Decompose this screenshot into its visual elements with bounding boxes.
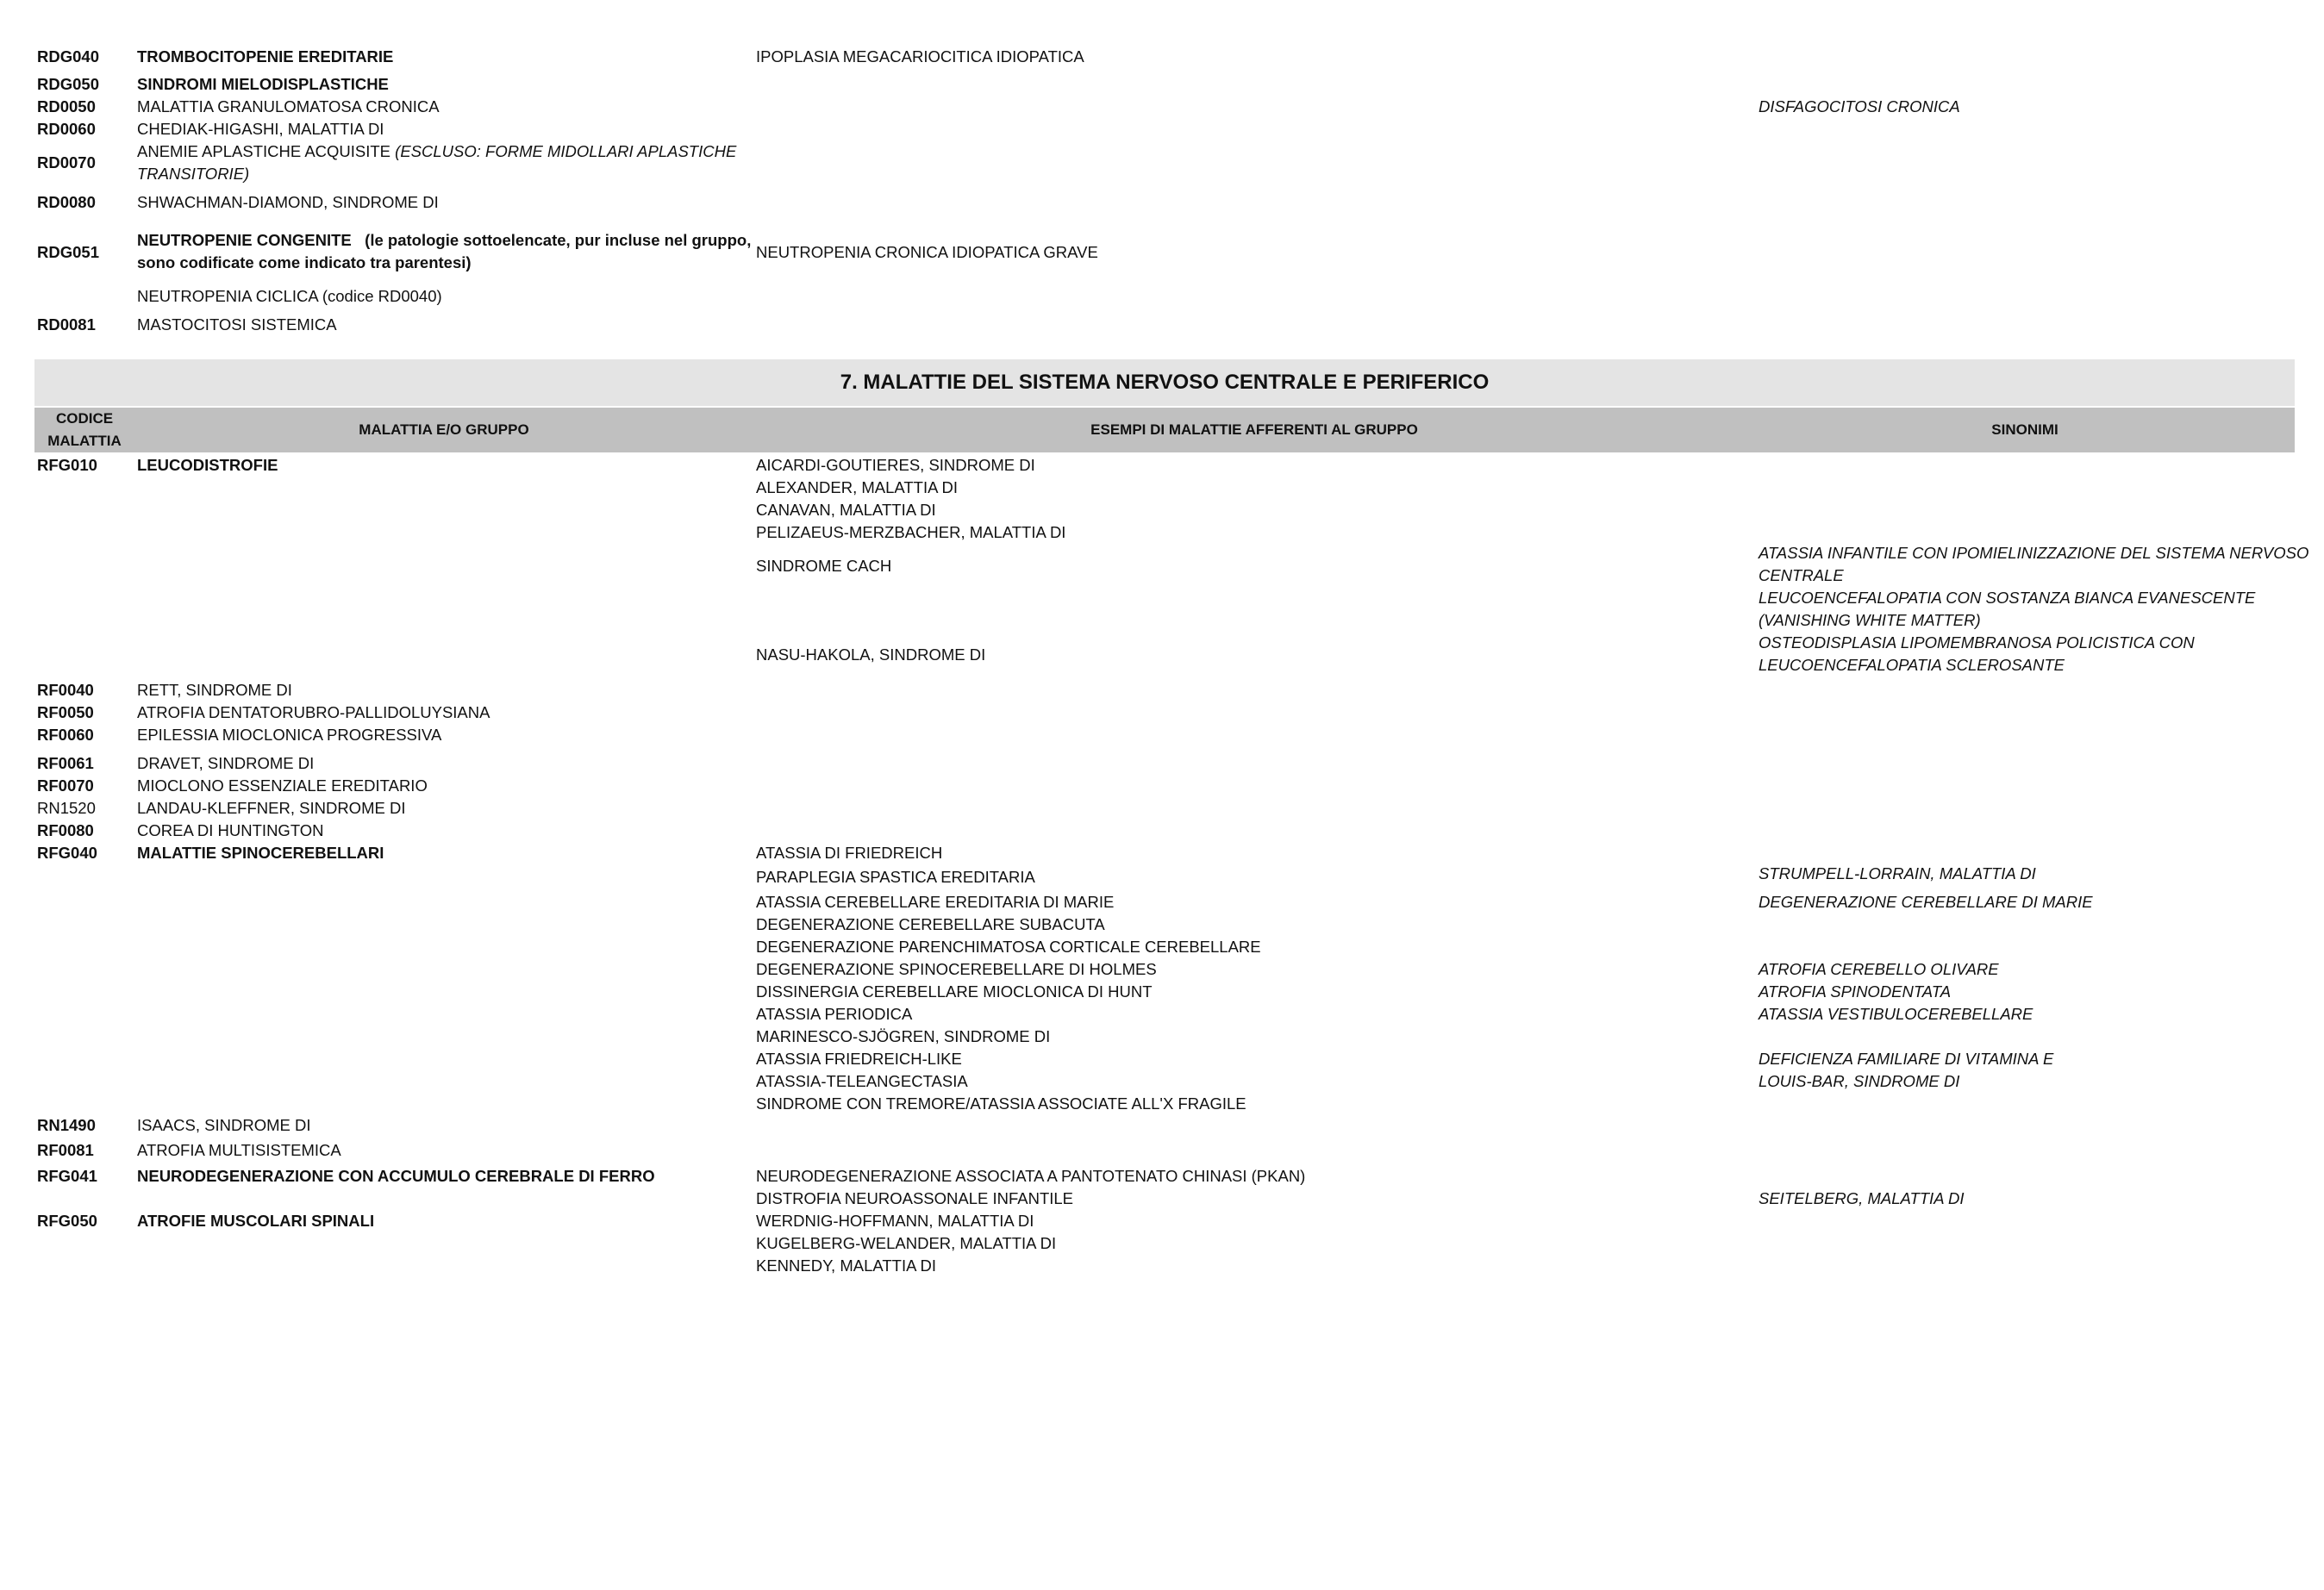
example-disease: DISSINERGIA CEREBELLARE MIOCLONICA DI HUNT	[756, 982, 1153, 1001]
disease-code: RF0050	[37, 703, 94, 721]
disease-code: RF0070	[37, 776, 94, 795]
disease-code: RD0070	[37, 153, 96, 171]
synonym: DEFICIENZA FAMILIARE DI VITAMINA E	[1759, 1050, 2054, 1068]
example-disease: ATASSIA-TELEANGECTASIA	[756, 1072, 968, 1090]
disease-code: RF0080	[37, 821, 94, 839]
example-disease: PARAPLEGIA SPASTICA EREDITARIA	[756, 868, 1035, 886]
header-disease: MALATTIA E/O GRUPPO	[359, 421, 529, 438]
disease-name: MIOCLONO ESSENZIALE EREDITARIO	[137, 776, 428, 795]
disease-code: RD0080	[37, 193, 96, 211]
disease-code: RD0050	[37, 97, 96, 115]
synonym: OSTEODISPLASIA LIPOMEMBRANOSA POLICISTICA CON	[1759, 633, 2195, 652]
example-disease: KUGELBERG-WELANDER, MALATTIA DI	[756, 1234, 1057, 1252]
header-code	[34, 408, 134, 452]
disease-code: RF0081	[37, 1141, 94, 1159]
disease-code: RF0060	[37, 726, 94, 744]
disease-name: EPILESSIA MIOCLONICA PROGRESSIVA	[137, 726, 442, 744]
example-disease: PELIZAEUS-MERZBACHER, MALATTIA DI	[756, 523, 1066, 541]
example-disease: NEUTROPENIA CRONICA IDIOPATICA GRAVE	[756, 243, 1098, 261]
disease-name: ISAACS, SINDROME DI	[137, 1116, 311, 1134]
disease-code: RFG040	[37, 844, 97, 862]
header-examples: ESEMPI DI MALATTIE AFFERENTI AL GRUPPO	[1090, 421, 1418, 438]
synonym: LEUCOENCEFALOPATIA CON SOSTANZA BIANCA EVANESCENTE	[1759, 589, 2256, 607]
disease-name: LEUCODISTROFIE	[137, 456, 278, 474]
disease-code: RN1490	[37, 1116, 96, 1134]
example-disease: WERDNIG-HOFFMANN, MALATTIA DI	[756, 1212, 1034, 1230]
disease-name-main: NEUTROPENIE CONGENITE	[137, 231, 352, 249]
example-disease: ATASSIA DI FRIEDREICH	[756, 844, 943, 862]
disease-name-note: (le patologie sottoelencate, pur incluse nel gruppo,	[365, 231, 752, 249]
example-disease: SINDROME CON TREMORE/ATASSIA ASSOCIATE ALL'X FRAGILE	[756, 1094, 1246, 1113]
disease-code: RN1520	[37, 799, 96, 817]
disease-name-note: (ESCLUSO: FORME MIDOLLARI APLASTICHE	[395, 142, 737, 160]
example-disease: DEGENERAZIONE CEREBELLARE SUBACUTA	[756, 915, 1105, 933]
disease-name	[137, 140, 736, 163]
example-disease: DEGENERAZIONE PARENCHIMATOSA CORTICALE CEREBELLARE	[756, 938, 1261, 956]
disease-name-main: ANEMIE APLASTICHE ACQUISITE	[137, 142, 391, 160]
header-synonyms: SINONIMI	[1991, 421, 2058, 438]
example-disease: MARINESCO-SJÖGREN, SINDROME DI	[756, 1027, 1051, 1045]
disease-name: ATROFIA MULTISISTEMICA	[137, 1141, 341, 1159]
disease-name	[137, 229, 751, 252]
disease-name: CHEDIAK-HIGASHI, MALATTIA DI	[137, 120, 384, 138]
disease-name: NEURODEGENERAZIONE CON ACCUMULO CEREBRALE DI FERRO	[137, 1167, 655, 1185]
header-code-line2: MALATTIA	[47, 433, 122, 449]
synonym: ATROFIA CEREBELLO OLIVARE	[1759, 960, 1999, 978]
disease-code: RDG040	[37, 47, 99, 65]
synonym: DEGENERAZIONE CEREBELLARE DI MARIE	[1759, 893, 2093, 911]
example-disease: ATASSIA PERIODICA	[756, 1005, 913, 1023]
example-disease: SINDROME CACH	[756, 557, 892, 575]
disease-code: RFG041	[37, 1167, 97, 1185]
disease-name: DRAVET, SINDROME DI	[137, 754, 315, 772]
disease-code: RD0081	[37, 315, 96, 334]
disease-code: RFG050	[37, 1212, 97, 1230]
synonym: LEUCOENCEFALOPATIA SCLEROSANTE	[1759, 656, 2065, 674]
disease-name-note-cont: sono codificate come indicato tra parentesi)	[137, 253, 472, 271]
example-disease: ATASSIA CEREBELLARE EREDITARIA DI MARIE	[756, 893, 1115, 911]
synonym: (VANISHING WHITE MATTER)	[1759, 611, 1981, 629]
example-disease: KENNEDY, MALATTIA DI	[756, 1256, 937, 1275]
example-disease: NEURODEGENERAZIONE ASSOCIATA A PANTOTENATO CHINASI (PKAN)	[756, 1167, 1306, 1185]
synonym: SEITELBERG, MALATTIA DI	[1759, 1189, 1965, 1207]
synonym: DISFAGOCITOSI CRONICA	[1759, 97, 1960, 115]
disease-name: RETT, SINDROME DI	[137, 681, 292, 699]
example-disease: ATASSIA FRIEDREICH-LIKE	[756, 1050, 962, 1068]
disease-name: LANDAU-KLEFFNER, SINDROME DI	[137, 799, 406, 817]
example-disease: AICARDI-GOUTIERES, SINDROME DI	[756, 456, 1035, 474]
synonym: LOUIS-BAR, SINDROME DI	[1759, 1072, 1960, 1090]
disease-name: MALATTIE SPINOCEREBELLARI	[137, 844, 384, 862]
synonym: STRUMPELL-LORRAIN, MALATTIA DI	[1759, 864, 2036, 882]
example-disease: NASU-HAKOLA, SINDROME DI	[756, 645, 986, 664]
disease-code: RF0040	[37, 681, 94, 699]
disease-name: ATROFIA DENTATORUBRO-PALLIDOLUYSIANA	[137, 703, 490, 721]
disease-code: RDG050	[37, 75, 99, 93]
synonym: ATROFIA SPINODENTATA	[1759, 982, 1952, 1001]
disease-name: ATROFIE MUSCOLARI SPINALI	[137, 1212, 375, 1230]
example-disease: DISTROFIA NEUROASSONALE INFANTILE	[756, 1189, 1074, 1207]
synonym: CENTRALE	[1759, 566, 1844, 584]
disease-code: RD0060	[37, 120, 96, 138]
synonym: ATASSIA INFANTILE CON IPOMIELINIZZAZIONE DEL SISTEMA NERVOSO	[1759, 544, 2309, 562]
disease-name: TROMBOCITOPENIE EREDITARIE	[137, 47, 394, 65]
disease-name: MASTOCITOSI SISTEMICA	[137, 315, 337, 334]
disease-name: COREA DI HUNTINGTON	[137, 821, 324, 839]
synonym: ATASSIA VESTIBULOCEREBELLARE	[1759, 1005, 2034, 1023]
disease-code: RDG051	[37, 243, 99, 261]
header-code-line1: CODICE	[55, 410, 114, 427]
disease-code: RFG010	[37, 456, 97, 474]
example-disease: IPOPLASIA MEGACARIOCITICA IDIOPATICA	[756, 47, 1084, 65]
example-disease: DEGENERAZIONE SPINOCEREBELLARE DI HOLMES	[756, 960, 1157, 978]
disease-name: NEUTROPENIA CICLICA (codice RD0040)	[137, 287, 442, 305]
disease-name: MALATTIA GRANULOMATOSA CRONICA	[137, 97, 440, 115]
section-title: 7. MALATTIE DEL SISTEMA NERVOSO CENTRALE E PERIFERICO	[840, 371, 1490, 394]
disease-name: SHWACHMAN-DIAMOND, SINDROME DI	[137, 193, 439, 211]
disease-code: RF0061	[37, 754, 94, 772]
example-disease: ALEXANDER, MALATTIA DI	[756, 478, 959, 496]
disease-name: SINDROMI MIELODISPLASTICHE	[137, 75, 389, 93]
example-disease: CANAVAN, MALATTIA DI	[756, 501, 936, 519]
disease-name-note-cont: TRANSITORIE)	[137, 165, 250, 183]
